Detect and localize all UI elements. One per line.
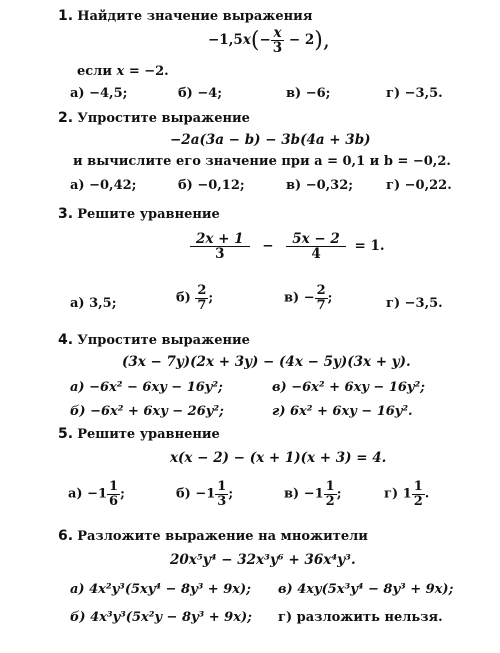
task-number: 1. [58,8,74,24]
fraction-left: $\frac{2x + 1}{3}$ [190,232,250,261]
answer-option-b: б) −4; [178,86,223,101]
task-5-header: 5. Решите уравнение [58,426,220,442]
answer-option-d: г) −3,5. [386,86,443,101]
answer-option-a: а) 3,5; [70,296,117,311]
task-title: Найдите значение выражения [77,9,313,24]
answer-option-c: в) −0,32; [286,178,354,193]
task-6-header: 6. Разложите выражение на множители [58,528,368,544]
task-3-header: 3. Решите уравнение [58,206,220,222]
task-6-expression: 20x⁵y⁴ − 32x³y⁶ + 36x⁴y³. [170,552,356,568]
answer-option-b: б) −0,12; [178,178,245,193]
answer-option-c: в) −6; [286,86,331,101]
answer-option-b: б) −1 $\frac{1}{3}$ ; [176,479,234,509]
task-1-header [58,8,312,24]
answer-option-c: в) −6x² + 6xy − 16y²; [272,380,425,395]
answer-option-b: б) 4x³y³(5x²y − 8y³ + 9x); [70,610,252,625]
answer-option-a: а) −4,5; [70,86,128,101]
fraction-right: $\frac{5x - 2}{4}$ [286,232,346,261]
answer-option-a: а) −6x² − 6xy − 16y²; [70,380,223,395]
task-5-expression: x(x − 2) − (x + 1)(x + 3) = 4. [170,450,387,466]
answer-option-d: г) 6x² + 6xy − 16y². [272,404,413,419]
answer-option-b: б) $\frac{2}{7}$ ; [176,283,214,313]
answer-option-d: г) −0,22. [386,178,452,193]
answer-option-a: а) −1 $\frac{1}{6}$ ; [68,479,125,509]
answer-option-c: в) − $\frac{2}{7}$ ; [284,283,333,313]
task-3-equation: $\frac{2x + 1}{3}$ − $\frac{5x - 2}{4}$ = 1. [190,232,385,261]
answer-option-a: а) 4x²y³(5xy⁴ − 8y³ + 9x); [70,582,251,597]
task-4-header: 4. Упростите выражение [58,332,250,348]
answer-option-b: б) −6x² + 6xy − 26y²; [70,404,224,419]
answer-option-d: г) разложить нельзя. [278,610,443,625]
task-1-condition: если x = −2. [77,64,169,79]
task-4-expression: (3x − 7y)(2x + 3y) − (4x − 5y)(3x + y). [122,354,411,370]
answer-option-d: г) 1 $\frac{1}{2}$ . [384,479,430,509]
fraction: $\frac{x}{3}$ [272,25,283,57]
task-2-header: 2. Упростите выражение [58,110,250,126]
answer-option-c: в) −1 $\frac{1}{2}$ ; [284,479,342,509]
answer-option-d: г) −3,5. [386,296,443,311]
answer-option-a: а) −0,42; [70,178,137,193]
task-2-condition: и вычислите его значение при a = 0,1 и b = −0,2. [73,154,451,169]
answer-option-c: в) 4xy(5x³y⁴ − 8y³ + 9x); [278,582,454,597]
task-2-expression: −2a(3a − b) − 3b(4a + 3b) [170,132,371,148]
task-1-expression: −1,5x(− $\frac{x}{3}$ − 2), [208,25,330,57]
